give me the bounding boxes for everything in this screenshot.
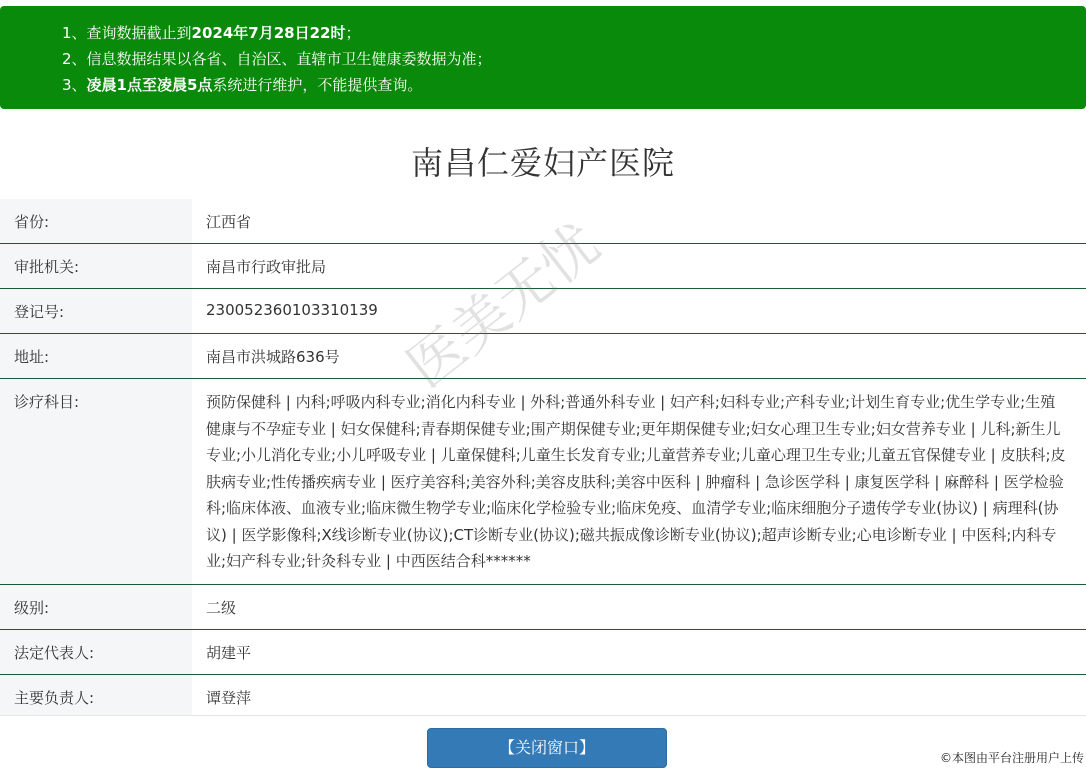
row-registration-no bbox=[0, 289, 1086, 334]
notice-line-2: 2、信息数据结果以各省、自治区、直辖市卫生健康委数据为准； bbox=[62, 50, 492, 68]
hospital-info-table bbox=[0, 199, 1086, 715]
row-departments bbox=[0, 379, 1086, 585]
notice-banner bbox=[0, 6, 1086, 109]
notice-line-1 bbox=[62, 20, 1086, 46]
label-province: 省份: bbox=[0, 199, 192, 243]
hospital-title: 南昌仁爱妇产医院 bbox=[410, 144, 675, 182]
notice-line-1-suffix: ； bbox=[345, 24, 361, 42]
copyright-note: ©本图由平台注册用户上传 bbox=[939, 751, 1084, 765]
label-registration-no: 登记号: bbox=[0, 289, 192, 333]
row-principal bbox=[0, 675, 1086, 715]
notice-line-3-suffix: 系统进行维护，不能提供查询。 bbox=[212, 76, 423, 94]
value-principal: 谭登萍 bbox=[206, 689, 252, 707]
value-legal-rep: 胡建平 bbox=[206, 644, 252, 662]
value-departments: 预防保健科 | 内科;呼吸内科专业;消化内科专业 | 外科;普通外科专业 | 妇产科;妇科专业;产科专业;计划生育专业;优生学专业;生殖健康与不孕症专业 | 妇女保健科;青春期保健专业;围产期保健专业;更年期保健专业;妇女心理卫生专业;妇女营养专业 | 儿科;新生儿专业;小儿消化专业;小儿呼吸专业 | 儿童保健科;儿童生长发育专业;儿童营养专业;儿童心理卫生专业;儿童五官保健专业 | 皮肤科;皮肤病专业;性传播疾病专业 | 医疗美容科;美容外科;美容皮肤科;美容中医科 | 肿瘤科 | 急诊医学科 | 康复医学科 | 麻醉科 | 医学检验科;临床体液、血液专业;临床微生物学专业;临床化学检验专业;临床免疫、血清学专业;临床细胞分子遗传学专业(协议) | 病理科(协议) | 医学影像科;X线诊断专业(协议);CT诊断专业(协议);磁共振成像诊断专业(协议);超声诊断专业;心电诊断专业 | 中医科;内科专业;妇产科专业;针灸科专业 | 中西医结合科****** bbox=[206, 393, 1066, 570]
row-level bbox=[0, 585, 1086, 630]
value-approval-authority: 南昌市行政审批局 bbox=[206, 258, 327, 276]
value-registration-no: 230052360103310139 bbox=[206, 301, 378, 319]
row-approval-authority bbox=[0, 244, 1086, 289]
close-window-button[interactable]: 【关闭窗口】 bbox=[427, 728, 667, 768]
watermark: 医美无忧 bbox=[395, 211, 612, 401]
notice-line-3-prefix: 3、 bbox=[62, 76, 87, 94]
label-principal: 主要负责人: bbox=[0, 675, 192, 715]
row-legal-rep bbox=[0, 630, 1086, 675]
value-level: 二级 bbox=[206, 599, 237, 617]
label-approval-authority: 审批机关: bbox=[0, 244, 192, 288]
row-address bbox=[0, 334, 1086, 379]
footer-bar bbox=[0, 715, 1086, 765]
notice-line-1-date: 2024年7月28日22时 bbox=[191, 24, 346, 42]
notice-line-1-prefix: 1、查询数据截止到 bbox=[62, 24, 192, 42]
notice-line-3-time: 凌晨1点至凌晨5点 bbox=[86, 76, 213, 94]
label-address: 地址: bbox=[0, 334, 192, 378]
row-province bbox=[0, 199, 1086, 244]
value-address: 南昌市洪城路636号 bbox=[206, 348, 340, 366]
label-departments: 诊疗科目: bbox=[0, 379, 192, 584]
value-province: 江西省 bbox=[206, 213, 252, 231]
label-level: 级别: bbox=[0, 585, 192, 629]
notice-line-3 bbox=[62, 72, 1086, 98]
label-legal-rep: 法定代表人: bbox=[0, 630, 192, 674]
